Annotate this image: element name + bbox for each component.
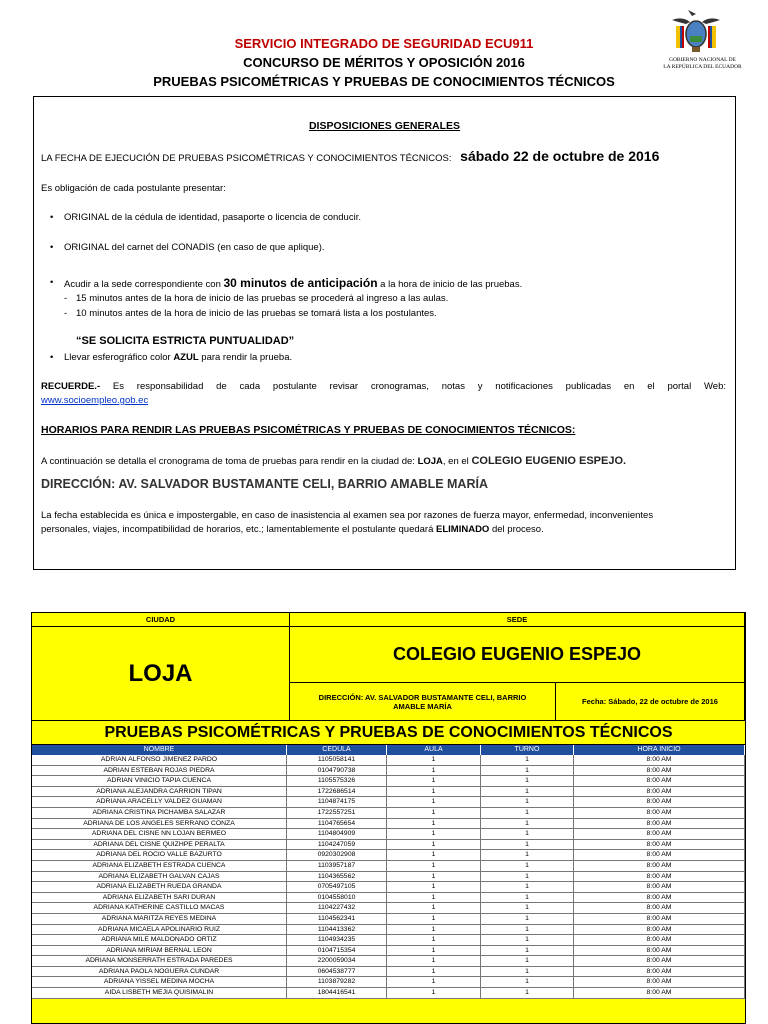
- remember-text: Es responsabilidad de cada postulante revisar cronogramas, notas y notificaciones publicadas en el portal Web:: [100, 381, 726, 392]
- cell-name: ADRIANA ALEJANDRA CARRION TIPAN: [32, 787, 287, 797]
- cell-id: 1722557251: [287, 808, 387, 818]
- requirement-id-text: de la cédula de identidad, pasaporte o licencia de conducir.: [109, 212, 361, 223]
- cell-room: 1: [387, 766, 481, 776]
- arrival-bold: 30 minutos de anticipación: [223, 276, 378, 290]
- cell-room: 1: [387, 861, 481, 871]
- detail-mid: , en el: [442, 456, 472, 467]
- cell-shift: 1: [481, 797, 574, 807]
- schedule-detail: [41, 454, 726, 469]
- seal-caption-line-1: GOBIERNO NACIONAL DE: [668, 57, 736, 63]
- closing-end: del proceso.: [489, 524, 544, 535]
- cell-start-time: 8:00 AM: [574, 977, 745, 987]
- cell-name: ADRIAN ALFONSO JIMENEZ PARDO: [32, 755, 287, 765]
- dispositions-title: DISPOSICIONES GENERALES: [308, 120, 461, 132]
- cell-name: ADRIANA PAOLA NOGUERA CUNDAR: [32, 967, 287, 977]
- cell-shift: 1: [481, 893, 574, 903]
- col-name: NOMBRE: [32, 745, 287, 755]
- portal-link[interactable]: www.socioempleo.gob.ec: [41, 395, 149, 406]
- cell-id: 0104715354: [287, 946, 387, 956]
- sheet-title: PRUEBAS PSICOMÉTRICAS Y PRUEBAS DE CONOCIMIENTOS TÉCNICOS: [32, 721, 745, 745]
- cell-shift: 1: [481, 776, 574, 786]
- cell-start-time: 8:00 AM: [574, 766, 745, 776]
- cell-shift: 1: [481, 819, 574, 829]
- cell-start-time: 8:00 AM: [574, 956, 745, 966]
- cell-id: 0604538777: [287, 967, 387, 977]
- cell-room: 1: [387, 882, 481, 892]
- cell-shift: 1: [481, 935, 574, 945]
- cell-id: 1103879282: [287, 977, 387, 987]
- closing-bold: ELIMINADO: [436, 524, 490, 535]
- cell-room: 1: [387, 925, 481, 935]
- exam-date-intro: LA FECHA DE EJECUCIÓN DE PRUEBAS PSICOMÉTRICAS Y CONOCIMIENTOS TÉCNICOS:: [41, 153, 452, 164]
- cell-room: 1: [387, 850, 481, 860]
- obligation-text: Es obligación de cada postulante presentar:: [41, 183, 226, 194]
- table-row: [32, 850, 745, 861]
- cell-id: 1104562341: [287, 914, 387, 924]
- requirement-pen: [64, 350, 292, 365]
- cell-name: ADRIANA MICAELA APOLINARIO RUIZ: [32, 925, 287, 935]
- table-row: [32, 903, 745, 914]
- cell-name: ADRIANA YISSEL MEDINA MOCHA: [32, 977, 287, 987]
- cell-id: 0104558010: [287, 893, 387, 903]
- cell-shift: 1: [481, 914, 574, 924]
- cell-id: 1104874175: [287, 797, 387, 807]
- sheet-date: Fecha: Sábado, 22 de octubre de 2016: [556, 683, 745, 721]
- cell-start-time: 8:00 AM: [574, 925, 745, 935]
- cell-id: 1104765654: [287, 819, 387, 829]
- pen-bold: AZUL: [173, 352, 199, 363]
- cell-name: ADRIANA DEL CISNE NN LOJAN BERMEO: [32, 829, 287, 839]
- cell-id: 1104413362: [287, 925, 387, 935]
- detail-pre: A continuación se detalla el cronograma de toma de pruebas para rendir en la ciudad de:: [41, 456, 418, 467]
- cell-room: 1: [387, 840, 481, 850]
- cell-id: 0104790738: [287, 766, 387, 776]
- table-row: [32, 893, 745, 904]
- cell-room: 1: [387, 829, 481, 839]
- cell-shift: 1: [481, 766, 574, 776]
- cell-name: ADRIANA ELIZABETH SARI DURAN: [32, 893, 287, 903]
- seal-caption: [650, 57, 755, 70]
- cell-start-time: 8:00 AM: [574, 914, 745, 924]
- cell-start-time: 8:00 AM: [574, 893, 745, 903]
- cell-name: ADRIANA DEL ROCIO VALLE BAZURTO: [32, 850, 287, 860]
- arrival-pre: Acudir a la sede correspondiente con: [64, 279, 224, 290]
- cell-room: 1: [387, 787, 481, 797]
- cell-id: 0920302908: [287, 850, 387, 860]
- exam-date-line: [41, 147, 726, 168]
- cell-room: 1: [387, 967, 481, 977]
- requirement-conadis-bold: ORIGINAL: [64, 242, 110, 253]
- col-shift: TURNO: [481, 745, 574, 755]
- cell-shift: 1: [481, 946, 574, 956]
- address-line: DIRECCIÓN: AV. SALVADOR BUSTAMANTE CELI, BARRIO AMABLE MARÍA: [41, 477, 488, 491]
- table-row: [32, 946, 745, 957]
- sheet-address: DIRECCIÓN: AV. SALVADOR BUSTAMANTE CELI, BARRIO AMABLE MARÍA: [290, 683, 556, 721]
- table-row: [32, 914, 745, 925]
- cell-id: 1104804909: [287, 829, 387, 839]
- cell-shift: 1: [481, 840, 574, 850]
- pen-pre: Llevar esferográfico color: [64, 352, 174, 363]
- table-row: [32, 956, 745, 967]
- cell-room: 1: [387, 935, 481, 945]
- cell-room: 1: [387, 808, 481, 818]
- cell-name: ADRIAN VINICIO TAPIA CUENCA: [32, 776, 287, 786]
- table-row: [32, 819, 745, 830]
- cell-name: ADRIANA MILE MALDONADO ORTIZ: [32, 935, 287, 945]
- portal-link-line: [41, 393, 726, 408]
- cell-room: 1: [387, 903, 481, 913]
- cell-name: AIDA LISBETH MEJIA QUISIMALIN: [32, 988, 287, 998]
- cell-id: 1104365562: [287, 872, 387, 882]
- cell-start-time: 8:00 AM: [574, 988, 745, 998]
- arrival-note-1: - 15 minutos antes de la hora de inicio de las pruebas se procederá al ingreso a las aulas.: [76, 291, 448, 306]
- header-line-1: SERVICIO INTEGRADO DE SEGURIDAD ECU911: [234, 36, 534, 51]
- table-header: [32, 745, 745, 755]
- cell-name: ADRIANA MONSERRATH ESTRADA PAREDES: [32, 956, 287, 966]
- requirement-conadis: [64, 240, 325, 255]
- cell-name: ADRIANA MARITZA REYES MEDINA: [32, 914, 287, 924]
- cell-shift: 1: [481, 988, 574, 998]
- cell-start-time: 8:00 AM: [574, 776, 745, 786]
- city-value: LOJA: [32, 627, 290, 721]
- cell-id: 1104934235: [287, 935, 387, 945]
- cell-start-time: 8:00 AM: [574, 755, 745, 765]
- cell-id: 1104227432: [287, 903, 387, 913]
- city-label: CIUDAD: [32, 613, 290, 627]
- cell-id: 1722686514: [287, 787, 387, 797]
- col-id: CEDULA: [287, 745, 387, 755]
- cell-room: 1: [387, 755, 481, 765]
- table-row: [32, 787, 745, 798]
- cell-start-time: 8:00 AM: [574, 872, 745, 882]
- table-row: [32, 967, 745, 978]
- table-row: [32, 925, 745, 936]
- table-row: [32, 797, 745, 808]
- cell-name: ADRIANA KATHERINE CASTILLO MACAS: [32, 903, 287, 913]
- cell-shift: 1: [481, 967, 574, 977]
- requirement-id-bold: ORIGINAL: [64, 212, 110, 223]
- arrival-note-2: - 10 minutos antes de la hora de inicio de las pruebas se tomará lista a los postulantes.: [76, 306, 437, 321]
- cell-id: 1103957187: [287, 861, 387, 871]
- cell-room: 1: [387, 956, 481, 966]
- cell-name: ADRIANA ELIZABETH GALVAN CAJAS: [32, 872, 287, 882]
- cell-room: 1: [387, 893, 481, 903]
- cell-id: 1804416541: [287, 988, 387, 998]
- cell-name: ADRIANA CRISTINA PICHAMBA SALAZAR: [32, 808, 287, 818]
- cell-shift: 1: [481, 850, 574, 860]
- cell-name: ADRIANA DEL CISNE QUIZHPE PERALTA: [32, 840, 287, 850]
- cell-shift: 1: [481, 925, 574, 935]
- cell-room: 1: [387, 914, 481, 924]
- detail-city: LOJA: [417, 456, 443, 467]
- cell-start-time: 8:00 AM: [574, 850, 745, 860]
- cell-id: 1105575326: [287, 776, 387, 786]
- requirement-conadis-text: del carnet del CONADIS (en caso de que aplique).: [109, 242, 325, 253]
- cell-start-time: 8:00 AM: [574, 829, 745, 839]
- cell-name: ADRIANA MIRIAM BERNAL LEON: [32, 946, 287, 956]
- cell-room: 1: [387, 988, 481, 998]
- cell-name: ADRIANA ELIZABETH RUEDA GRANDA: [32, 882, 287, 892]
- detail-school: COLEGIO EUGENIO ESPEJO.: [471, 455, 627, 467]
- cell-room: 1: [387, 797, 481, 807]
- col-start-time: HORA INICIO: [574, 745, 745, 755]
- cell-id: 2200059034: [287, 956, 387, 966]
- seal-caption-line-2: LA REPÚBLICA DEL ECUADOR: [663, 63, 742, 70]
- cell-shift: 1: [481, 882, 574, 892]
- cell-room: 1: [387, 872, 481, 882]
- pen-post: para rendir la prueba.: [198, 352, 293, 363]
- remember-note: [41, 379, 726, 394]
- header-line-3: PRUEBAS PSICOMÉTRICAS Y PRUEBAS DE CONOCIMIENTOS TÉCNICOS: [153, 74, 615, 89]
- table-row: [32, 766, 745, 777]
- closing-text: personales, viajes, incompatibilidad de horarios, etc.; lamentablemente el postulante quedará: [41, 524, 437, 535]
- cell-id: 1105058141: [287, 755, 387, 765]
- table-row: [32, 829, 745, 840]
- cell-shift: 1: [481, 829, 574, 839]
- table-row: [32, 882, 745, 893]
- closing-line-2: [41, 522, 726, 537]
- table-row: [32, 776, 745, 787]
- cell-name: ADRIAN ESTEBAN ROJAS PIEDRA: [32, 766, 287, 776]
- table-row: [32, 861, 745, 872]
- cell-room: 1: [387, 977, 481, 987]
- cell-id: 0705497105: [287, 882, 387, 892]
- cell-name: ADRIANA ARACELLY VALDEZ GUAMAN: [32, 797, 287, 807]
- cell-start-time: 8:00 AM: [574, 903, 745, 913]
- cell-shift: 1: [481, 872, 574, 882]
- cell-shift: 1: [481, 977, 574, 987]
- cell-start-time: 8:00 AM: [574, 967, 745, 977]
- cell-start-time: 8:00 AM: [574, 808, 745, 818]
- closing-line-1: La fecha establecida es única e impostergable, en caso de inasistencia al examen sea por razones de fuerza mayor, enfermedad, inconvenientes: [41, 510, 654, 521]
- cell-shift: 1: [481, 861, 574, 871]
- table-row: [32, 872, 745, 883]
- cell-room: 1: [387, 819, 481, 829]
- cell-shift: 1: [481, 956, 574, 966]
- table-row: [32, 808, 745, 819]
- cell-room: 1: [387, 946, 481, 956]
- table-row: [32, 988, 745, 999]
- header-line-2: CONCURSO DE MÉRITOS Y OPOSICIÓN 2016: [243, 55, 525, 70]
- cell-start-time: 8:00 AM: [574, 787, 745, 797]
- cell-name: ADRIANA ELIZABETH ESTRADA CUENCA: [32, 861, 287, 871]
- table-row: [32, 840, 745, 851]
- table-row: [32, 935, 745, 946]
- punctuality-note: “SE SOLICITA ESTRICTA PUNTUALIDAD”: [76, 335, 295, 347]
- cell-shift: 1: [481, 787, 574, 797]
- ecuador-coat-of-arms-icon: [668, 10, 724, 54]
- cell-start-time: 8:00 AM: [574, 946, 745, 956]
- table-row: [32, 755, 745, 766]
- schedule-sheet: [31, 612, 746, 1024]
- requirement-id: [64, 210, 361, 225]
- cell-room: 1: [387, 776, 481, 786]
- site-label: SEDE: [290, 613, 745, 627]
- cell-start-time: 8:00 AM: [574, 840, 745, 850]
- cell-id: 1104247059: [287, 840, 387, 850]
- schedule-title: HORARIOS PARA RENDIR LAS PRUEBAS PSICOMÉTRICAS Y PRUEBAS DE CONOCIMIENTOS TÉCNICOS:: [41, 424, 576, 436]
- cell-start-time: 8:00 AM: [574, 935, 745, 945]
- cell-start-time: 8:00 AM: [574, 861, 745, 871]
- cell-shift: 1: [481, 903, 574, 913]
- table-row: [32, 977, 745, 988]
- table-body: [32, 755, 745, 999]
- cell-start-time: 8:00 AM: [574, 882, 745, 892]
- exam-date-value: sábado 22 de octubre de 2016: [460, 148, 660, 164]
- cell-name: ADRIANA DE LOS ANGELES SERRANO CONZA: [32, 819, 287, 829]
- cell-start-time: 8:00 AM: [574, 819, 745, 829]
- general-dispositions-box: [33, 96, 736, 570]
- school-value: COLEGIO EUGENIO ESPEJO: [290, 627, 745, 683]
- remember-bold: RECUERDE.-: [41, 381, 101, 392]
- cell-shift: 1: [481, 808, 574, 818]
- cell-shift: 1: [481, 755, 574, 765]
- cell-start-time: 8:00 AM: [574, 797, 745, 807]
- col-room: AULA: [387, 745, 481, 755]
- arrival-post: a la hora de inicio de las pruebas.: [377, 279, 523, 290]
